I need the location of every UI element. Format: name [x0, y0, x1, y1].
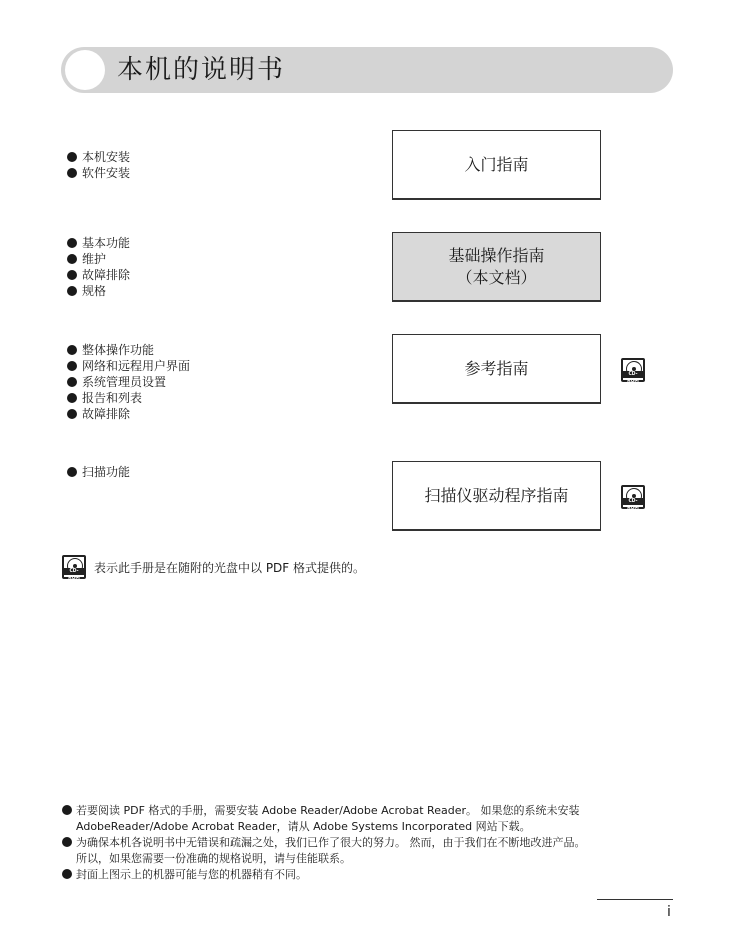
bullet-dot-icon [67, 270, 77, 280]
note-item-continuation [62, 819, 586, 835]
cd-rom-icon [621, 358, 645, 382]
bullet-dot-icon [67, 345, 77, 355]
guide-box-reference[interactable] [392, 334, 601, 404]
guide-title: 扫描仪驱动程序指南 [424, 485, 569, 505]
guide-subtitle: （本文档） [456, 267, 537, 287]
page-title: 本机的说明书 [117, 55, 286, 85]
title-circle-decoration [65, 50, 105, 90]
section-2-topic-list [67, 235, 130, 299]
list-item: 扫描功能 [67, 464, 130, 480]
note-line: 所以，如果您需要一份准确的规格说明，请与佳能联系。 [76, 852, 351, 865]
list-item: 维护 [67, 251, 130, 267]
note-line: AdobeReader/Adobe Acrobat Reader，请从 Adobe Systems Incorporated 网站下载。 [76, 820, 531, 833]
bullet-dot-icon [67, 238, 77, 248]
bullet-dot-icon [62, 869, 72, 879]
page-number: i [667, 904, 671, 920]
note-line: 封面上图示上的机器可能与您的机器稍有不同。 [76, 868, 307, 881]
list-item: 故障排除 [67, 406, 190, 422]
note-item [62, 835, 586, 851]
list-item: 规格 [67, 283, 130, 299]
list-item: 报告和列表 [67, 390, 190, 406]
section-1-topic-list [67, 149, 130, 181]
bullet-dot-icon [67, 286, 77, 296]
note-line: 若要阅读 PDF 格式的手册，需要安装 Adobe Reader/Adobe Acrobat Reader。 如果您的系统未安装 [76, 804, 580, 817]
bullet-dot-icon [67, 254, 77, 264]
title-bar [61, 47, 673, 93]
footer-divider [597, 899, 673, 900]
guide-title: 参考指南 [464, 358, 529, 378]
section-4-topic-list [67, 464, 130, 480]
bullet-dot-icon [67, 377, 77, 387]
cd-rom-legend-text: 表示此手册是在随附的光盘中以 PDF 格式提供的。 [94, 561, 366, 575]
list-item: 整体操作功能 [67, 342, 190, 358]
bullet-dot-icon [62, 837, 72, 847]
note-item-continuation [62, 851, 586, 867]
list-item: 故障排除 [67, 267, 130, 283]
cd-rom-icon [621, 485, 645, 509]
list-item: 网络和远程用户界面 [67, 358, 190, 374]
list-item: 本机安装 [67, 149, 130, 165]
section-3-topic-list [67, 342, 190, 422]
notes-list [62, 803, 586, 883]
cd-rom-label: CD-ROM [623, 498, 643, 505]
list-item: 基本功能 [67, 235, 130, 251]
guide-box-scanner-driver[interactable] [392, 461, 601, 531]
guide-title: 入门指南 [464, 154, 529, 174]
bullet-dot-icon [67, 168, 77, 178]
bullet-dot-icon [67, 409, 77, 419]
guide-title: 基础操作指南 [448, 245, 545, 265]
note-line: 为确保本机各说明书中无错误和疏漏之处，我们已作了很大的努力。 然而，由于我们在不断地改进产品。 [76, 836, 586, 849]
bullet-dot-icon [67, 393, 77, 403]
cd-rom-icon [62, 555, 86, 579]
note-item [62, 867, 586, 883]
list-item: 软件安装 [67, 165, 130, 181]
note-item [62, 803, 586, 819]
cd-rom-label: CD-ROM [623, 371, 643, 378]
guide-box-basic-operation[interactable] [392, 232, 601, 302]
bullet-dot-icon [62, 805, 72, 815]
bullet-dot-icon [67, 152, 77, 162]
list-item: 系统管理员设置 [67, 374, 190, 390]
cd-rom-label: CD-ROM [64, 568, 84, 575]
bullet-dot-icon [67, 467, 77, 477]
bullet-dot-icon [67, 361, 77, 371]
guide-box-getting-started[interactable] [392, 130, 601, 200]
